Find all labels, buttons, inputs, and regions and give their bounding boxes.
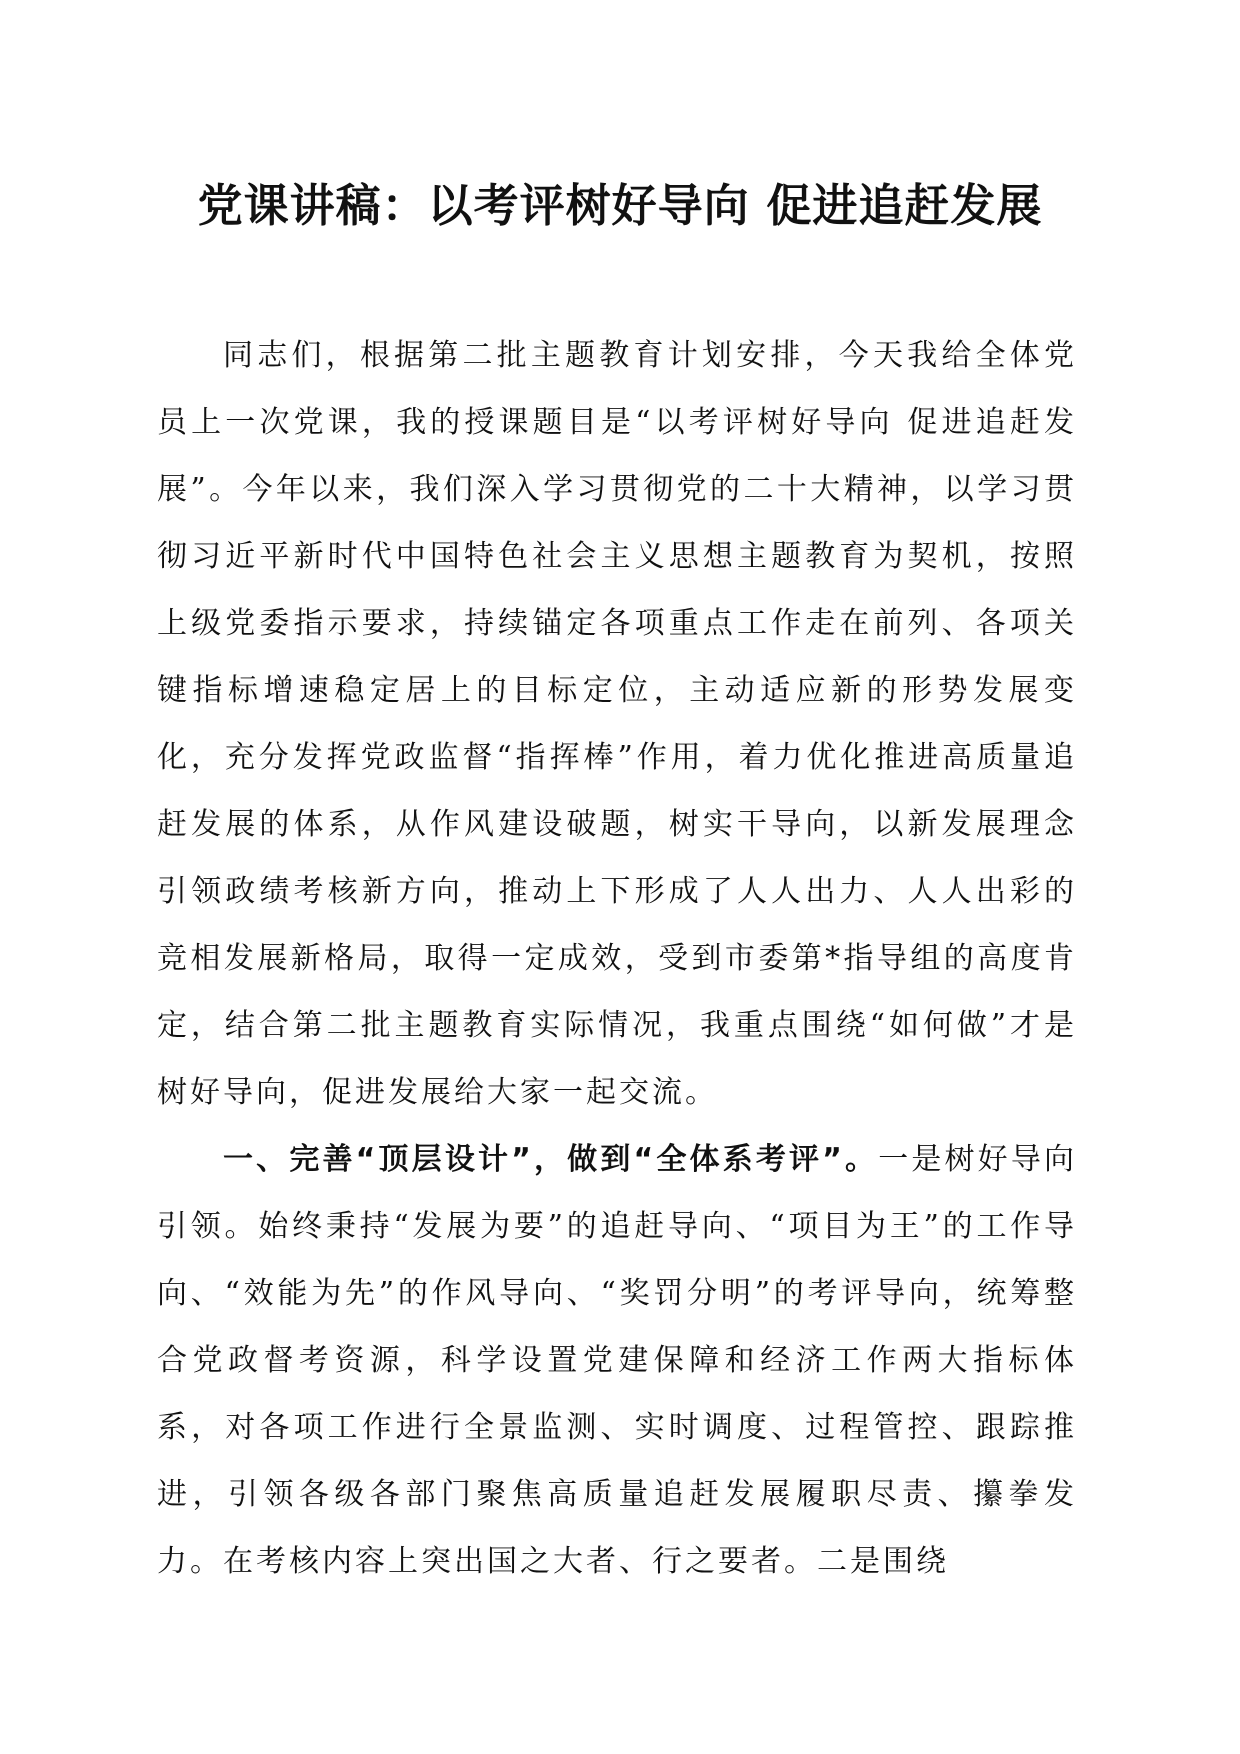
paragraph-text: 同志们，根据第二批主题教育计划安排，今天我给全体党员上一次党课，我的授课题目是“以考评树好导向 促进追赶发展”。今年以来，我们深入学习贯彻党的二十大精神，以学习贯彻习近平新时代中国特色社会主义思想主题教育为契机，按照上级党委指示要求，持续锚定各项重点工作走在前列、各项关键指标增速稳定居上的目标定位，主动适应新的形势发展变化，充分发挥党政监督“指挥棒”作用，着力优化推进高质量追赶发展的体系，从作风建设破题，树实干导向，以新发展理念引领政绩考核新方向，推动上下形成了人人出力、人人出彩的竞相发展新格局，取得一定成效，受到市委第*指导组的高度肯定，结合第二批主题教育实际情况，我重点围绕“如何做”才是树好导向，促进发展给大家一起交流。	[157, 338, 1077, 1110]
document-body	[157, 322, 1077, 1595]
paragraph-section-one	[157, 1126, 1077, 1595]
section-heading: 一、完善“顶层设计”，做到“全体系考评”。	[223, 1142, 879, 1177]
paragraph-text: 一是树好导向引领。始终秉持“发展为要”的追赶导向、“项目为王”的工作导向、“效能为先”的作风导向、“奖罚分明”的考评导向，统筹整合党政督考资源，科学设置党建保障和经济工作两大指标体系，对各项工作进行全景监测、实时调度、过程管控、跟踪推进，引领各级各部门聚焦高质量追赶发展履职尽责、攥拳发力。在考核内容上突出国之大者、行之要者。二是围绕	[157, 1142, 1077, 1579]
page-title: 党课讲稿：以考评树好导向 促进追赶发展	[197, 179, 1043, 232]
paragraph-intro	[157, 322, 1077, 1126]
